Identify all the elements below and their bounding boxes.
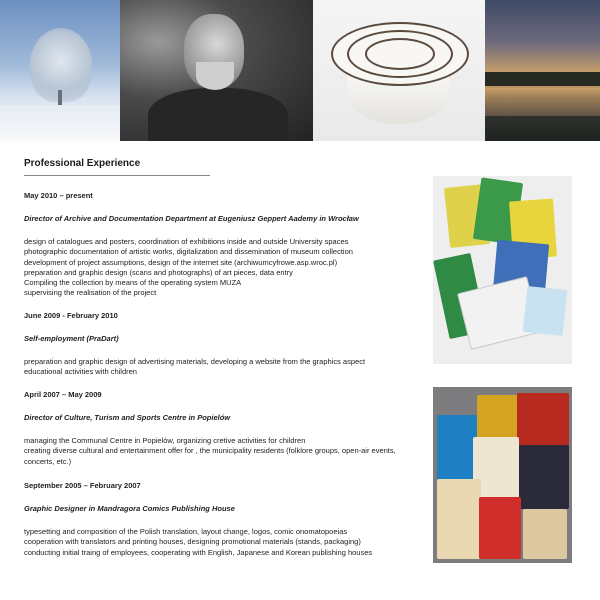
heading-divider — [24, 175, 210, 176]
entry-description — [24, 357, 404, 378]
description-line: development of project assumptions, design of the internet site (archiwumcyfrowe.asp.wroc.pl) — [24, 257, 338, 267]
description-line: preparation and graphic design (scans and photographs) of art pieces, data entry — [24, 267, 293, 277]
description-line: Compiling the collection by means of the operating system MUZA — [24, 278, 242, 288]
experience-entry — [24, 481, 404, 558]
section-heading: Professional Experience — [24, 158, 141, 169]
comics-covers-photo — [433, 387, 572, 563]
entry-date: June 2009 - February 2010 — [24, 311, 118, 320]
entry-description — [24, 436, 404, 467]
advertising-materials-photo — [433, 176, 572, 364]
entry-role: Graphic Designer in Mandragora Comics Publishing House — [24, 504, 235, 513]
entry-role: Self-employment (PraDart) — [24, 334, 119, 343]
description-line: design of catalogues and posters, coordination of exhibitions inside and outside University spaces — [24, 237, 349, 246]
experience-entry — [24, 311, 404, 378]
description-line: conducting initial traing of employees, cooperating with English, Japanese and Korean publishing houses — [24, 547, 373, 557]
description-line: supervising the realisation of the project — [24, 288, 157, 298]
photo-banner — [0, 0, 600, 141]
winter-tree-photo — [0, 0, 120, 141]
experience-entry — [24, 191, 404, 299]
entry-role: Director of Archive and Documentation Department at Eugeniusz Geppert Aademy in Wrocław — [24, 214, 359, 223]
sunset-landscape-photo — [485, 0, 600, 141]
experience-entry — [24, 390, 404, 467]
entry-date: April 2007 – May 2009 — [24, 390, 102, 399]
entry-description — [24, 237, 404, 299]
description-line: typesetting and composition of the Polish translation, layout change, logos, comic onomatopoeias — [24, 527, 348, 536]
entry-description — [24, 527, 404, 558]
ceramic-bowls-photo — [313, 0, 485, 141]
description-line: preparation and graphic design of advertising materials, developing a website from the graphics aspect — [24, 357, 366, 366]
description-line: cooperation with translators and printing houses, designing promotional materials (stands, packaging) — [24, 537, 361, 547]
entry-date: September 2005 – February 2007 — [24, 481, 141, 490]
description-line: educational activities with children — [24, 367, 137, 377]
description-line: creating diverse cultural and entertainment offer for , the municipality residents (folklore groups, open-air events, concerts, etc.) — [24, 446, 396, 466]
entry-role: Director of Culture, Turism and Sports Centre in Popielów — [24, 413, 231, 422]
portrait-photo — [120, 0, 313, 141]
entry-date: May 2010 – present — [24, 191, 93, 200]
description-line: photographic documentation of artistic works, digitalization and dissemination of museum collection — [24, 247, 353, 257]
description-line: managing the Communal Centre in Popielów, organizing cretive activities for children — [24, 436, 306, 445]
